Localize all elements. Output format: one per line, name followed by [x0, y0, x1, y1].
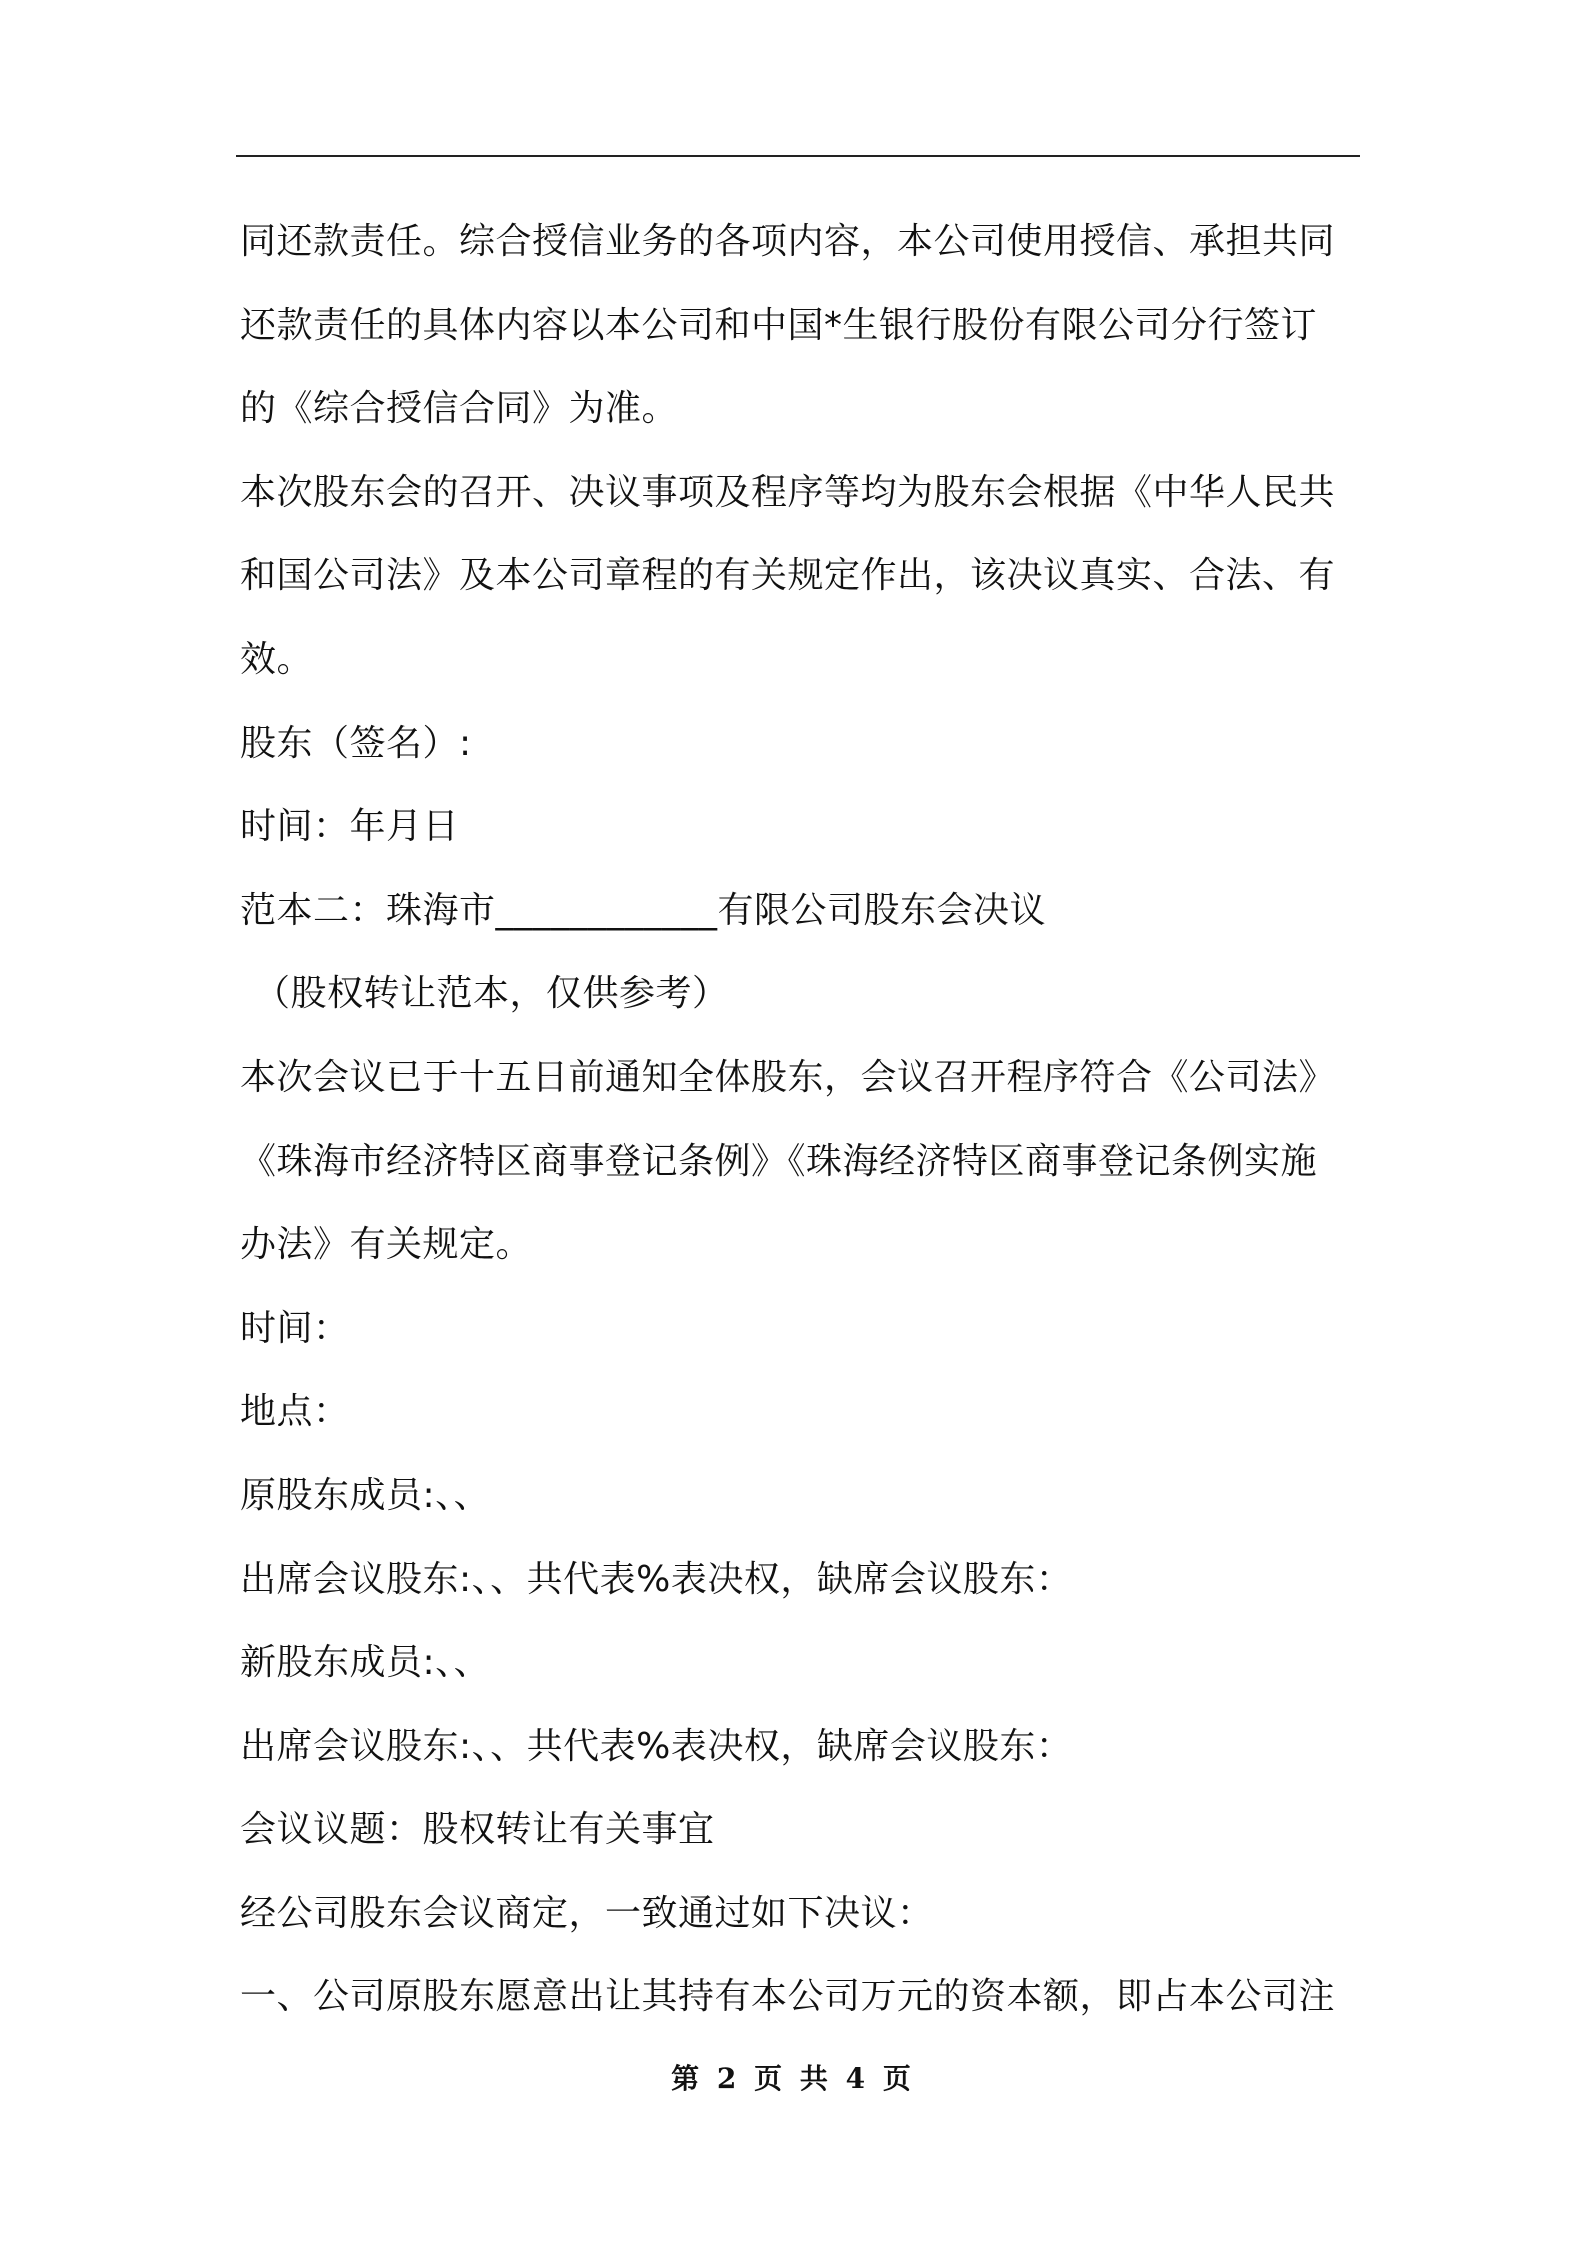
header-rule — [236, 155, 1360, 157]
text-line: 股东（签名）: — [240, 722, 472, 764]
text-line: 《珠海市经济特区商事登记条例》《珠海经济特区商事登记条例实施 — [240, 1140, 1318, 1182]
text-line: 范本二：珠海市____________有限公司股东会决议 — [240, 889, 1047, 931]
text-line: 本次会议已于十五日前通知全体股东，会议召开程序符合《公司法》 — [240, 1056, 1336, 1098]
text-line: 经公司股东会议商定，一致通过如下决议： — [240, 1892, 934, 1934]
text-line: 的《综合授信合同》为准。 — [240, 388, 679, 430]
document-body — [240, 200, 1360, 2039]
text-line: 效。 — [240, 638, 314, 680]
text-line: 还款责任的具体内容以本公司和中国*生银行股份有限公司分行签订 — [240, 304, 1318, 346]
text-line: 本次股东会的召开、决议事项及程序等均为股东会根据《中华人民共 — [240, 471, 1336, 513]
text-line: 地点： — [240, 1391, 350, 1433]
text-line: 同还款责任。综合授信业务的各项内容，本公司使用授信、承担共同 — [240, 221, 1336, 262]
text-line: 出席会议股东:、、共代表%表决权，缺席会议股东： — [240, 1725, 1073, 1767]
text-line: （股权转让范本，仅供参考） — [254, 973, 729, 1015]
page-number-footer: 第 2 页 共 4 页 — [671, 2062, 915, 2095]
text-line: 办法》有关规定。 — [240, 1224, 533, 1266]
text-line: 原股东成员:、、 — [240, 1474, 491, 1516]
text-line: 一、公司原股东愿意出让其持有本公司万元的资本额，即占本公司注 — [240, 1976, 1336, 2018]
text-line: 新股东成员:、、 — [240, 1642, 491, 1684]
text-line: 时间：年月日 — [240, 806, 460, 848]
text-line: 会议议题：股权转让有关事宜 — [240, 1809, 715, 1851]
text-line: 出席会议股东:、、共代表%表决权，缺席会议股东： — [240, 1558, 1073, 1600]
text-line: 和国公司法》及本公司章程的有关规定作出，该决议真实、合法、有 — [240, 555, 1336, 597]
text-line: 时间： — [240, 1307, 350, 1349]
